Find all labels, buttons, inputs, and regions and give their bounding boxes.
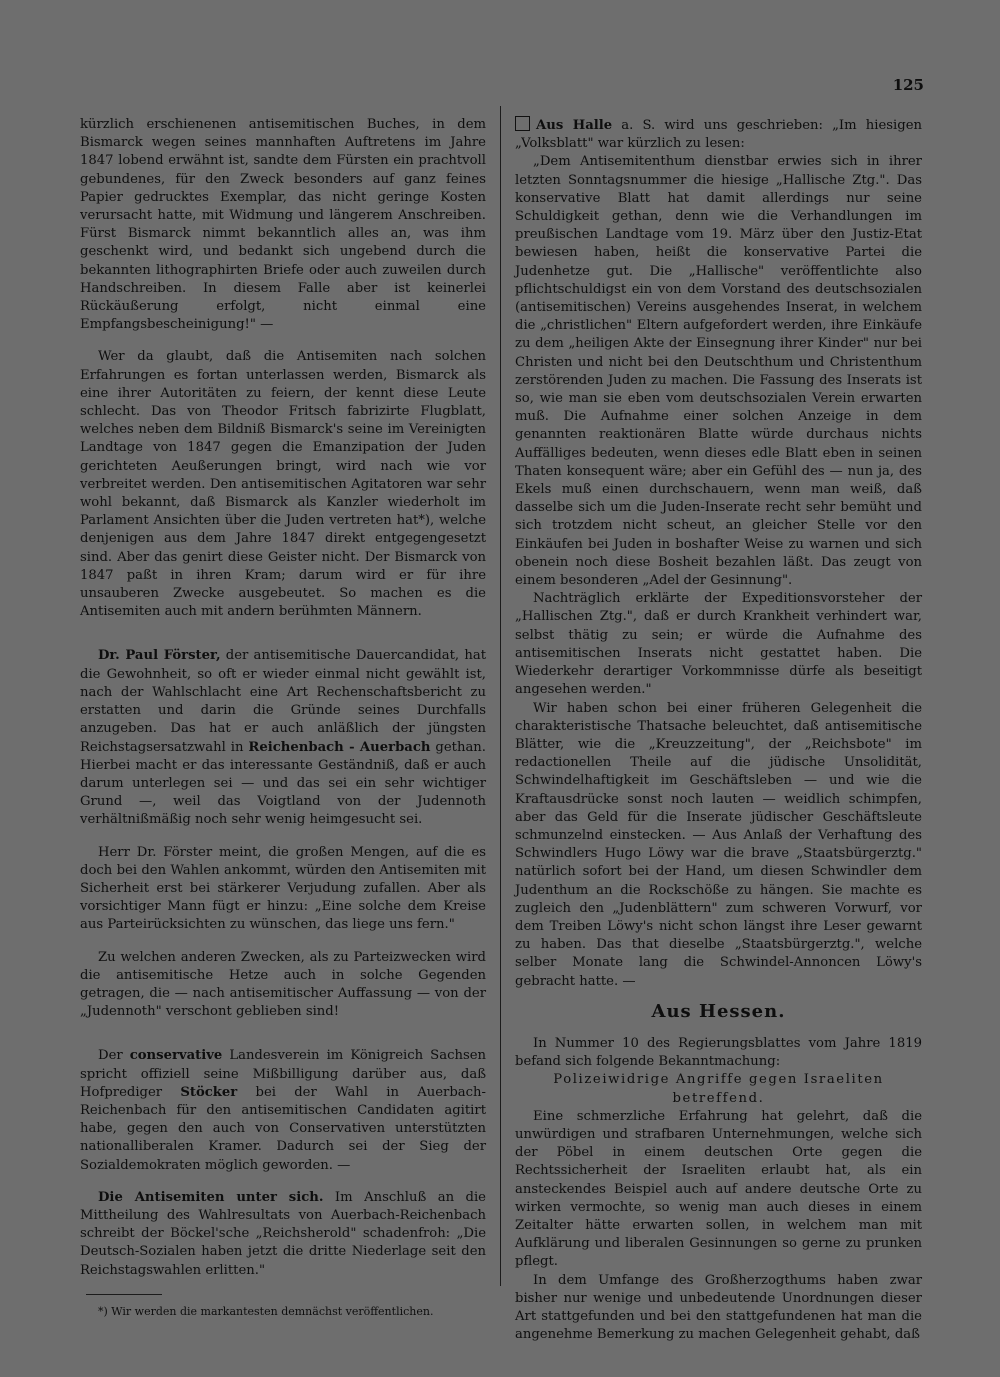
right-column (515, 116, 922, 1344)
quoted-paragraph: „Dem Antisemitenthum dienstbar erwies sich in ihrer letzten Sonntagsnummer die hiesige „Hallische Ztg.". Das konservative Blatt hat damit allerdings nur seine Schuldigkeit gethan, denn wie die Verhandlungen im preußischen Landtage vom 19. März über den Justiz-Etat bewiesen haben, heißt die konservative Partei die Judenhetze gut. Die „Hallische" veröffentlichte also pflichtschuldigst ein von dem Vorstand des deutschsozialen (antisemitischen) Vereins ausgehendes Inserat, in welchem die „christlichen" Eltern aufgefordert werden, ihre Einkäufe zu dem „heiligen Akte der Einsegnung ihrer Kinder" nur bei Christen und nicht bei den Deutschthum und Christenthum zerstörenden Juden zu machen. Die Fassung des Inserats ist so, wie man sie eben vom deutschsozialen Verein erwarten muß. Die Aufnahme einer solchen Anzeige in dem genannten reaktionären Blatte würde durchaus nichts Auffälliges bedeuten, wenn dieses edle Blatt eben in seinen Thaten konsequent wäre; aber ein Gefühl des — nun ja, des Ekels muß einen durchschauern, wenn man weiß, daß dasselbe sich um die Juden-Inserate recht sehr bemüht und sich trotzdem nicht scheut, an gleicher Stelle vor den Einkäufen bei Juden in boshafter Weise zu warnen und sich obenein noch diese Bosheit bezahlen läßt. Das zeugt von einem besonderen „Adel der Gesinnung". (515, 154, 922, 589)
emphasis: Stöcker (180, 1084, 238, 1100)
article-paragraph: Herr Dr. Förster meint, die großen Mengen, auf die es doch bei den Wahlen ankommt, würden den Antisemiten mit Sicherheit erst bei stärkerer Verjudung zufallen. Aber als vorsichtiger Mann fügt er hinzu: „Eine solche dem Kreise aus Parteirücksichten zu wünschen, das liege uns fern." (80, 844, 486, 933)
article-paragraph: kürzlich erschienenen antisemitischen Buches, in dem Bismarck wegen seines mannhaften Auftretens im Jahre 1847 lobend erwähnt ist, sandte dem Fürsten ein prachtvoll gebundenes, für den Zweck besonders auf ganz feines Papier gedrucktes Exemplar, das nicht geringe Kosten verursacht hatte, mit Widmung und längerem Anschreiben. Fürst Bismarck nimmt bekanntlich alles an, was ihm geschenkt wird, und bedankt sich ungebend durch die bekannten lithographirten Briefe oder auch zuweilen durch Handschreiben. In diesem Falle aber ist keinerlei Rückäußerung erfolgt, nicht einmal eine Empfangsbescheinigung!" — (80, 117, 486, 333)
article-paragraph: Dr. Paul Förster, der antisemitische Dauercandidat, hat die Gewohnheit, so oft er wieder einmal nicht gewählt ist, nach der Wahlschlacht eine Art Rechenschaftsbericht zu erstatten und darin die Gründe seines Durchfalls anzugeben. Das hat er auch anläßlich der jüngsten Reichstagsersatzwahl in Reichenbach - Auerbach gethan. Hierbei macht er das interessante Geständniß, daß er auch darum unterlegen sei — und das sei ein sehr wichtiger Grund —, weil das Voigtland von der Judennoth verhältnißmäßig noch sehr wenig heimgesucht sei. (80, 648, 486, 828)
article-lead: Dr. Paul Förster, (98, 648, 221, 664)
article-paragraph: In dem Umfange des Großherzogthums haben zwar bisher nur wenige und unbedeutende Unordnungen dieser Art stattgefunden und bei den stattgefundenen hat man die angenehme Bemerkung zu machen Gelegenheit gehabt, daß (515, 1272, 922, 1343)
spacer (80, 334, 486, 348)
article-paragraph: Die Antisemiten unter sich. Im Anschluß an die Mittheilung des Wahlresultats von Auerbach-Reichenbach schreibt der Böckel'sche „Reichsherold" schadenfroh: „Die Deutsch-Sozialen haben jetzt die dritte Niederlage seit den Reichstagswahlen erlitten." (80, 1189, 486, 1278)
article-paragraph: Aus Halle a. S. wird uns geschrieben: „Im hiesigen „Volksblatt" war kürzlich zu lesen: (515, 118, 923, 152)
article-lead: Die Antisemiten unter sich. (98, 1189, 324, 1205)
spacer (80, 1175, 486, 1189)
article-paragraph: Nachträglich erklärte der Expeditionsvorsteher der „Hallischen Ztg.", daß er durch Krankheit verhindert war, selbst thätig zu sein; er würde die Aufnahme des antisemitischen Inserats nicht gestattet haben. Die Wiederkehr derartiger Vorkommnisse dürfe als beseitigt angesehen werden." (515, 591, 922, 698)
spacer (80, 935, 486, 949)
article-paragraph: Wer da glaubt, daß die Antisemiten nach solchen Erfahrungen es fortan unterlassen werden, Bismarck als eine ihrer Autoritäten zu feiern, der kennt diese Leute schlecht. Das von Theodor Fritsch fabrizirte Flugblatt, welches neben dem Bildniß Bismarck's seine im Vereinigten Landtage von 1847 gegen die Emanzipation der Juden gerichteten Aeußerungen bringt, wird nach wie vor verbreitet werden. Den antisemitischen Agitatoren war sehr wohl bekannt, daß Bismarck als Kanzler wiederholt im Parlament Ansichten über die Juden vertreten hat*), welche denjenigen aus dem Jahre 1847 direkt entgegengesetzt sind. Aber das genirt diese Geister nicht. Der Bismarck von 1847 paßt in ihren Kram; darum wird er für ihre unsauberen Zwecke ausgebeutet. So machen es die Antisemiten auch mit andern berühmten Männern. (80, 349, 486, 620)
emphasis: conservative (129, 1048, 223, 1064)
page-number: 125 (892, 76, 924, 94)
section-marker-icon (515, 116, 530, 131)
place-name: Reichenbach - Auerbach (248, 739, 431, 755)
spacer (80, 830, 486, 844)
column-divider (500, 106, 501, 1286)
article-paragraph: Eine schmerzliche Erfahrung hat gelehrt, daß die unwürdigen und strafbaren Unternehmungen, welche sich der Pöbel in einem deutschen Orte gegen die Rechtssicherheit der Israeliten erlaubt hat, als ein ansteckendes Beispiel auch auf andere deutsche Orte zu wirken vermochte, so wenig man auch dieses in einem Zeitalter hätte erwarten sollen, in welchem man mit Aufklärung und liberalen Gesinnungen so gerne zu prunken pflegt. (515, 1108, 922, 1270)
footnote-rule (86, 1294, 162, 1295)
section-title: Aus Hessen. (651, 1000, 786, 1022)
footnote: *) Wir werden die markantesten demnächst veröffentlichen. (98, 1304, 434, 1318)
article-lead: Aus Halle (536, 118, 613, 133)
article-paragraph: In Nummer 10 des Regierungsblattes vom Jahre 1819 befand sich folgende Bekanntmachung: (515, 1035, 922, 1070)
article-paragraph: Wir haben schon bei einer früheren Gelegenheit die charakteristische Thatsache beleuchtet, daß antisemitische Blätter, wie die „Kreuzzeitung", der „Reichsbote" im redactionellen Theile auf die jüdische Unsolidität, Schwindelhaftigkeit im Geschäftsleben — und wie die Kraftausdrücke sonst noch lauten — weidlich schimpfen, aber das Geld für die Inserate jüdischer Geschäftsleute schmunzelnd einstecken. — Aus Anlaß der Verhaftung des Schwindlers Hugo Löwy war die brave „Staatsbürgerztg." natürlich sofort bei der Hand, um diesen Schwindler dem Judenthum an die Rockschöße zu hängen. Sie machte es zugleich den „Judenblättern" zum schweren Vorwurf, vor dem Treiben Löwy's nicht schon längst ihre Leser gewarnt zu haben. Das that dieselbe „Staatsbürgerztg.", welche selber Monate lang die Schwindel-Annoncen Löwy's gebracht hatte. — (515, 700, 922, 989)
spacer (80, 1021, 486, 1047)
article-paragraph: Der conservative Landesverein im Königreich Sachsen spricht offiziell seine Mißbilligung darüber aus, daß Hofprediger Stöcker bei der Wahl in Auerbach-Reichenbach für den antisemitischen Candidaten agitirt habe, gegen den auch von Conservativen unterstützten nationalliberalen Kramer. Dadurch sei der Sieg der Sozialdemokraten möglich geworden. — (80, 1048, 487, 1173)
article-paragraph: Zu welchen anderen Zwecken, als zu Parteizwecken wird die antisemitische Hetze auch in solche Gegenden getragen, die — nach antisemitischer Auffassung — von der „Judennoth" verschont geblieben sind! (80, 949, 486, 1020)
spacer (80, 621, 486, 647)
notice-title: Polizeiwidrige Angriffe gegen Israeliten betreffend. (553, 1072, 884, 1106)
left-column (80, 116, 486, 1319)
